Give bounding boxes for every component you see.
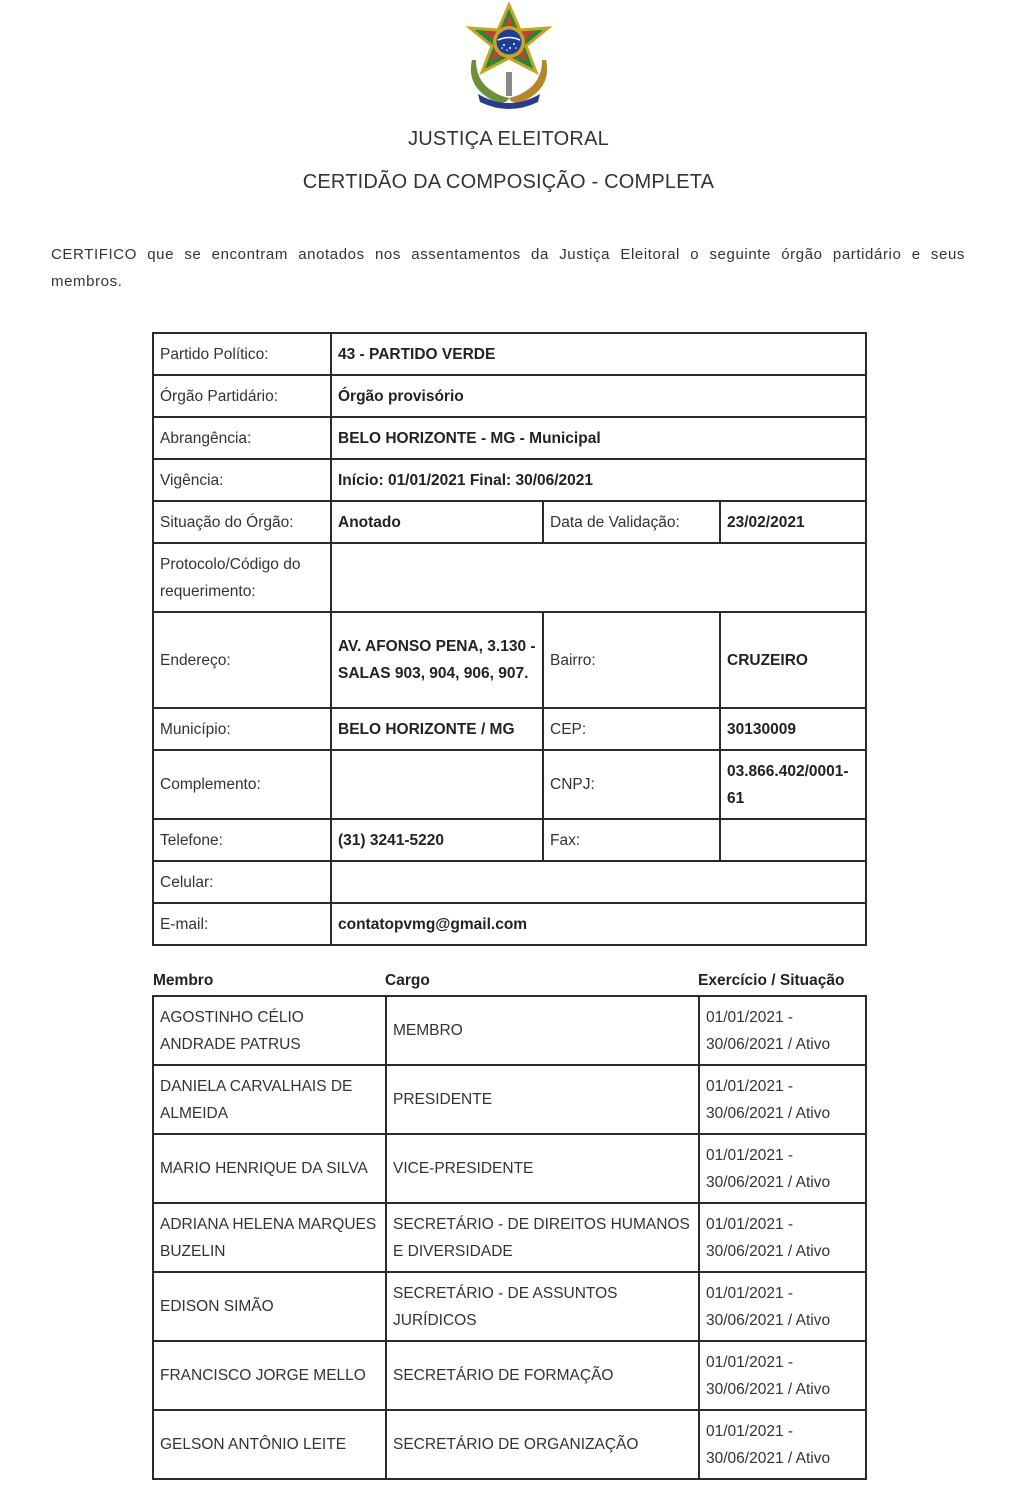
row-situacao	[153, 501, 866, 543]
intro-paragraph: CERTIFICO que se encontram anotados nos assentamentos da Justiça Eleitoral o seguinte órgão partidário e seus membros.	[51, 246, 965, 290]
table-row	[153, 1341, 866, 1410]
member-cargo: SECRETÁRIO - DE DIREITOS HUMANOS E DIVERSIDADE	[386, 1203, 699, 1272]
member-cargo: MEMBRO	[386, 996, 699, 1065]
label-situacao: Situação do Órgão:	[153, 501, 331, 543]
value-email: contatopvmg@gmail.com	[331, 903, 866, 945]
label-municipio: Município:	[153, 708, 331, 750]
value-celular	[331, 861, 866, 903]
label-validacao: Data de Validação:	[543, 501, 720, 543]
value-vigencia: Início: 01/01/2021 Final: 30/06/2021	[331, 459, 866, 501]
party-info-table	[152, 332, 867, 946]
label-protocolo: Protocolo/Código do requerimento:	[153, 543, 331, 612]
value-telefone: (31) 3241-5220	[331, 819, 543, 861]
member-exercicio: 01/01/2021 - 30/06/2021 / Ativo	[699, 1065, 866, 1134]
table-row	[153, 1065, 866, 1134]
value-bairro: CRUZEIRO	[720, 612, 866, 708]
label-abrangencia: Abrangência:	[153, 417, 331, 459]
member-name: DANIELA CARVALHAIS DE ALMEIDA	[153, 1065, 386, 1134]
member-cargo: SECRETÁRIO DE ORGANIZAÇÃO	[386, 1410, 699, 1479]
members-header-membro: Membro	[153, 972, 214, 989]
member-exercicio: 01/01/2021 - 30/06/2021 / Ativo	[699, 996, 866, 1065]
member-cargo: SECRETÁRIO DE FORMAÇÃO	[386, 1341, 699, 1410]
value-validacao: 23/02/2021	[720, 501, 866, 543]
label-cep: CEP:	[543, 708, 720, 750]
label-partido: Partido Político:	[153, 333, 331, 375]
row-complemento	[153, 750, 866, 819]
member-name: FRANCISCO JORGE MELLO	[153, 1341, 386, 1410]
value-abrangencia: BELO HORIZONTE - MG - Municipal	[331, 417, 866, 459]
value-partido: 43 - PARTIDO VERDE	[331, 333, 866, 375]
row-municipio	[153, 708, 866, 750]
brazil-coat-of-arms-icon	[458, 2, 560, 110]
members-table	[152, 995, 867, 1480]
value-orgao: Órgão provisório	[331, 375, 866, 417]
value-situacao: Anotado	[331, 501, 543, 543]
value-cnpj: 03.866.402/0001-61	[720, 750, 866, 819]
label-vigencia: Vigência:	[153, 459, 331, 501]
member-cargo: VICE-PRESIDENTE	[386, 1134, 699, 1203]
label-email: E-mail:	[153, 903, 331, 945]
row-orgao	[153, 375, 866, 417]
member-cargo: PRESIDENTE	[386, 1065, 699, 1134]
member-exercicio: 01/01/2021 - 30/06/2021 / Ativo	[699, 1272, 866, 1341]
label-fax: Fax:	[543, 819, 720, 861]
member-name: GELSON ANTÔNIO LEITE	[153, 1410, 386, 1479]
table-row	[153, 1272, 866, 1341]
row-vigencia	[153, 459, 866, 501]
row-email	[153, 903, 866, 945]
label-endereco: Endereço:	[153, 612, 331, 708]
document-title: JUSTIÇA ELEITORAL	[408, 128, 609, 150]
label-cnpj: CNPJ:	[543, 750, 720, 819]
row-telefone	[153, 819, 866, 861]
value-complemento	[331, 750, 543, 819]
label-orgao: Órgão Partidário:	[153, 375, 331, 417]
member-exercicio: 01/01/2021 - 30/06/2021 / Ativo	[699, 1341, 866, 1410]
row-abrangencia	[153, 417, 866, 459]
member-exercicio: 01/01/2021 - 30/06/2021 / Ativo	[699, 1134, 866, 1203]
value-cep: 30130009	[720, 708, 866, 750]
value-municipio: BELO HORIZONTE / MG	[331, 708, 543, 750]
table-row	[153, 1203, 866, 1272]
label-complemento: Complemento:	[153, 750, 331, 819]
row-celular	[153, 861, 866, 903]
label-bairro: Bairro:	[543, 612, 720, 708]
member-name: EDISON SIMÃO	[153, 1272, 386, 1341]
document-subtitle: CERTIDÃO DA COMPOSIÇÃO - COMPLETA	[302, 171, 715, 193]
value-protocolo	[331, 543, 866, 612]
row-partido	[153, 333, 866, 375]
member-name: MARIO HENRIQUE DA SILVA	[153, 1134, 386, 1203]
member-name: AGOSTINHO CÉLIO ANDRADE PATRUS	[153, 996, 386, 1065]
member-cargo: SECRETÁRIO - DE ASSUNTOS JURÍDICOS	[386, 1272, 699, 1341]
label-celular: Celular:	[153, 861, 331, 903]
table-row	[153, 1410, 866, 1479]
table-row	[153, 1134, 866, 1203]
label-telefone: Telefone:	[153, 819, 331, 861]
member-name: ADRIANA HELENA MARQUES BUZELIN	[153, 1203, 386, 1272]
members-header-cargo: Cargo	[385, 972, 430, 989]
members-header-exercicio: Exercício / Situação	[698, 972, 845, 989]
row-protocolo	[153, 543, 866, 612]
member-exercicio: 01/01/2021 - 30/06/2021 / Ativo	[699, 1203, 866, 1272]
row-endereco	[153, 612, 866, 708]
member-exercicio: 01/01/2021 - 30/06/2021 / Ativo	[699, 1410, 866, 1479]
table-row	[153, 996, 866, 1065]
value-endereco: AV. AFONSO PENA, 3.130 - SALAS 903, 904, 906, 907.	[331, 612, 543, 708]
value-fax	[720, 819, 866, 861]
